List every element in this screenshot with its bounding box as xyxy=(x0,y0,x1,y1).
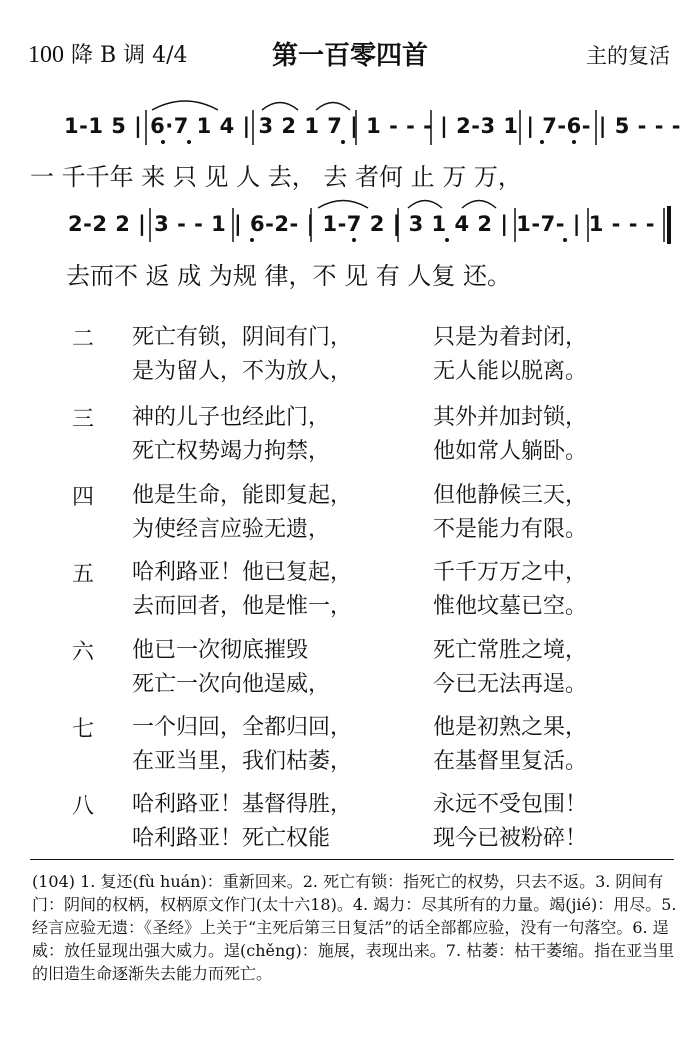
verse-line: 死亡权势竭力拘禁， xyxy=(132,439,331,464)
verse-line: 哈利路亚！基督得胜， xyxy=(132,792,353,817)
verse-line: 无人能以脱离。 xyxy=(433,359,588,384)
verse-line: 去而回者，他是惟一， xyxy=(132,594,353,619)
verse-line: 一个归回，全都归回， xyxy=(132,715,353,740)
key-meter: 降 B 调 4/4 xyxy=(71,43,188,68)
verse-number: 四 xyxy=(72,485,95,510)
verse-line: 为使经言应验无遗， xyxy=(132,517,331,542)
verse-line: 神的儿子也经此门， xyxy=(132,405,331,430)
verse-line: 不是能力有限。 xyxy=(433,517,588,542)
verse-line: 他是生命，能即复起， xyxy=(132,483,353,508)
footnote: (104) 1. 复还(fù huán)：重新回来。2. 死亡有锁：指死亡的权势，只去不返。3. 阴间有门：阴间的权柄，权柄原文作门(太十六18)。4. 竭力：尽其所有的力量。竭(jié)：用尽。5. 经言应验无遗：《圣经》上关于“主死后第三日复活”的话全部都应验，没有一句落空。6. 逞威：放任显现出强大威力。逞(chěng)：施展，表现出来。7. 枯萎：枯干萎缩。指在亚当里的旧造生命逐渐失去能力而死亡。 xyxy=(32,872,677,983)
verse-line: 今已无法再逞。 xyxy=(433,672,588,697)
verse-line: 他如常人躺卧。 xyxy=(433,439,588,464)
verse-line: 其外并加封锁， xyxy=(433,405,588,430)
verse-number: 二 xyxy=(72,327,95,352)
hymn-title: 第一百零四首 xyxy=(271,41,428,71)
score-line-1-notes: 1-1 5 | 6·7 1 4 | 3 2 1 7 | 1 - - - | 2-3 1 | 7-6- | 5 - - - xyxy=(64,114,681,138)
verse-line: 永远不受包围！ xyxy=(433,792,588,817)
verse-line: 他是初熟之果， xyxy=(433,715,588,740)
verse-line: 在亚当里，我们枯萎， xyxy=(132,749,353,774)
verse-line: 惟他坟墓已空。 xyxy=(433,594,588,619)
verse-line: 但他静候三天， xyxy=(433,483,588,508)
hymn-topic: 主的复活 xyxy=(586,44,670,68)
verse-number: 八 xyxy=(72,794,95,819)
verse-number: 五 xyxy=(72,562,95,587)
verse-line: 死亡有锁，阴间有门， xyxy=(132,325,353,350)
verse-line: 哈利路亚！他已复起， xyxy=(132,560,353,585)
verse-line: 是为留人，不为放人， xyxy=(132,359,353,384)
score-line-1-lyric: 一 千千年 来 只 见 人 去， 去 者何 止 万 万， xyxy=(30,163,522,191)
footnote-divider xyxy=(30,859,674,860)
verse-number: 三 xyxy=(72,407,95,432)
verse-line: 现今已被粉碎！ xyxy=(433,826,588,851)
score-line-2-lyric: 去而不 返 成 为规 律，不 见 有 人复 还。 xyxy=(66,262,512,290)
verse-line: 死亡常胜之境， xyxy=(433,638,588,663)
verse-number: 七 xyxy=(72,717,95,742)
verse-line: 死亡一次向他逞威， xyxy=(132,672,331,697)
verse-number: 六 xyxy=(72,640,95,665)
hymn-number: 100 xyxy=(28,42,64,68)
verse-line: 在基督里复活。 xyxy=(433,749,588,774)
verse-line: 他已一次彻底摧毁 xyxy=(132,638,309,663)
score-line-2-notes: 2-2 2 | 3 - - 1 | 6-2- | 1-7 2 | 3 1 4 2 | 1-7- | 1 - - - xyxy=(68,212,655,236)
verse-line: 千千万万之中， xyxy=(433,560,588,585)
verse-line: 哈利路亚！死亡权能 xyxy=(132,826,331,851)
verse-line: 只是为着封闭， xyxy=(433,325,588,350)
